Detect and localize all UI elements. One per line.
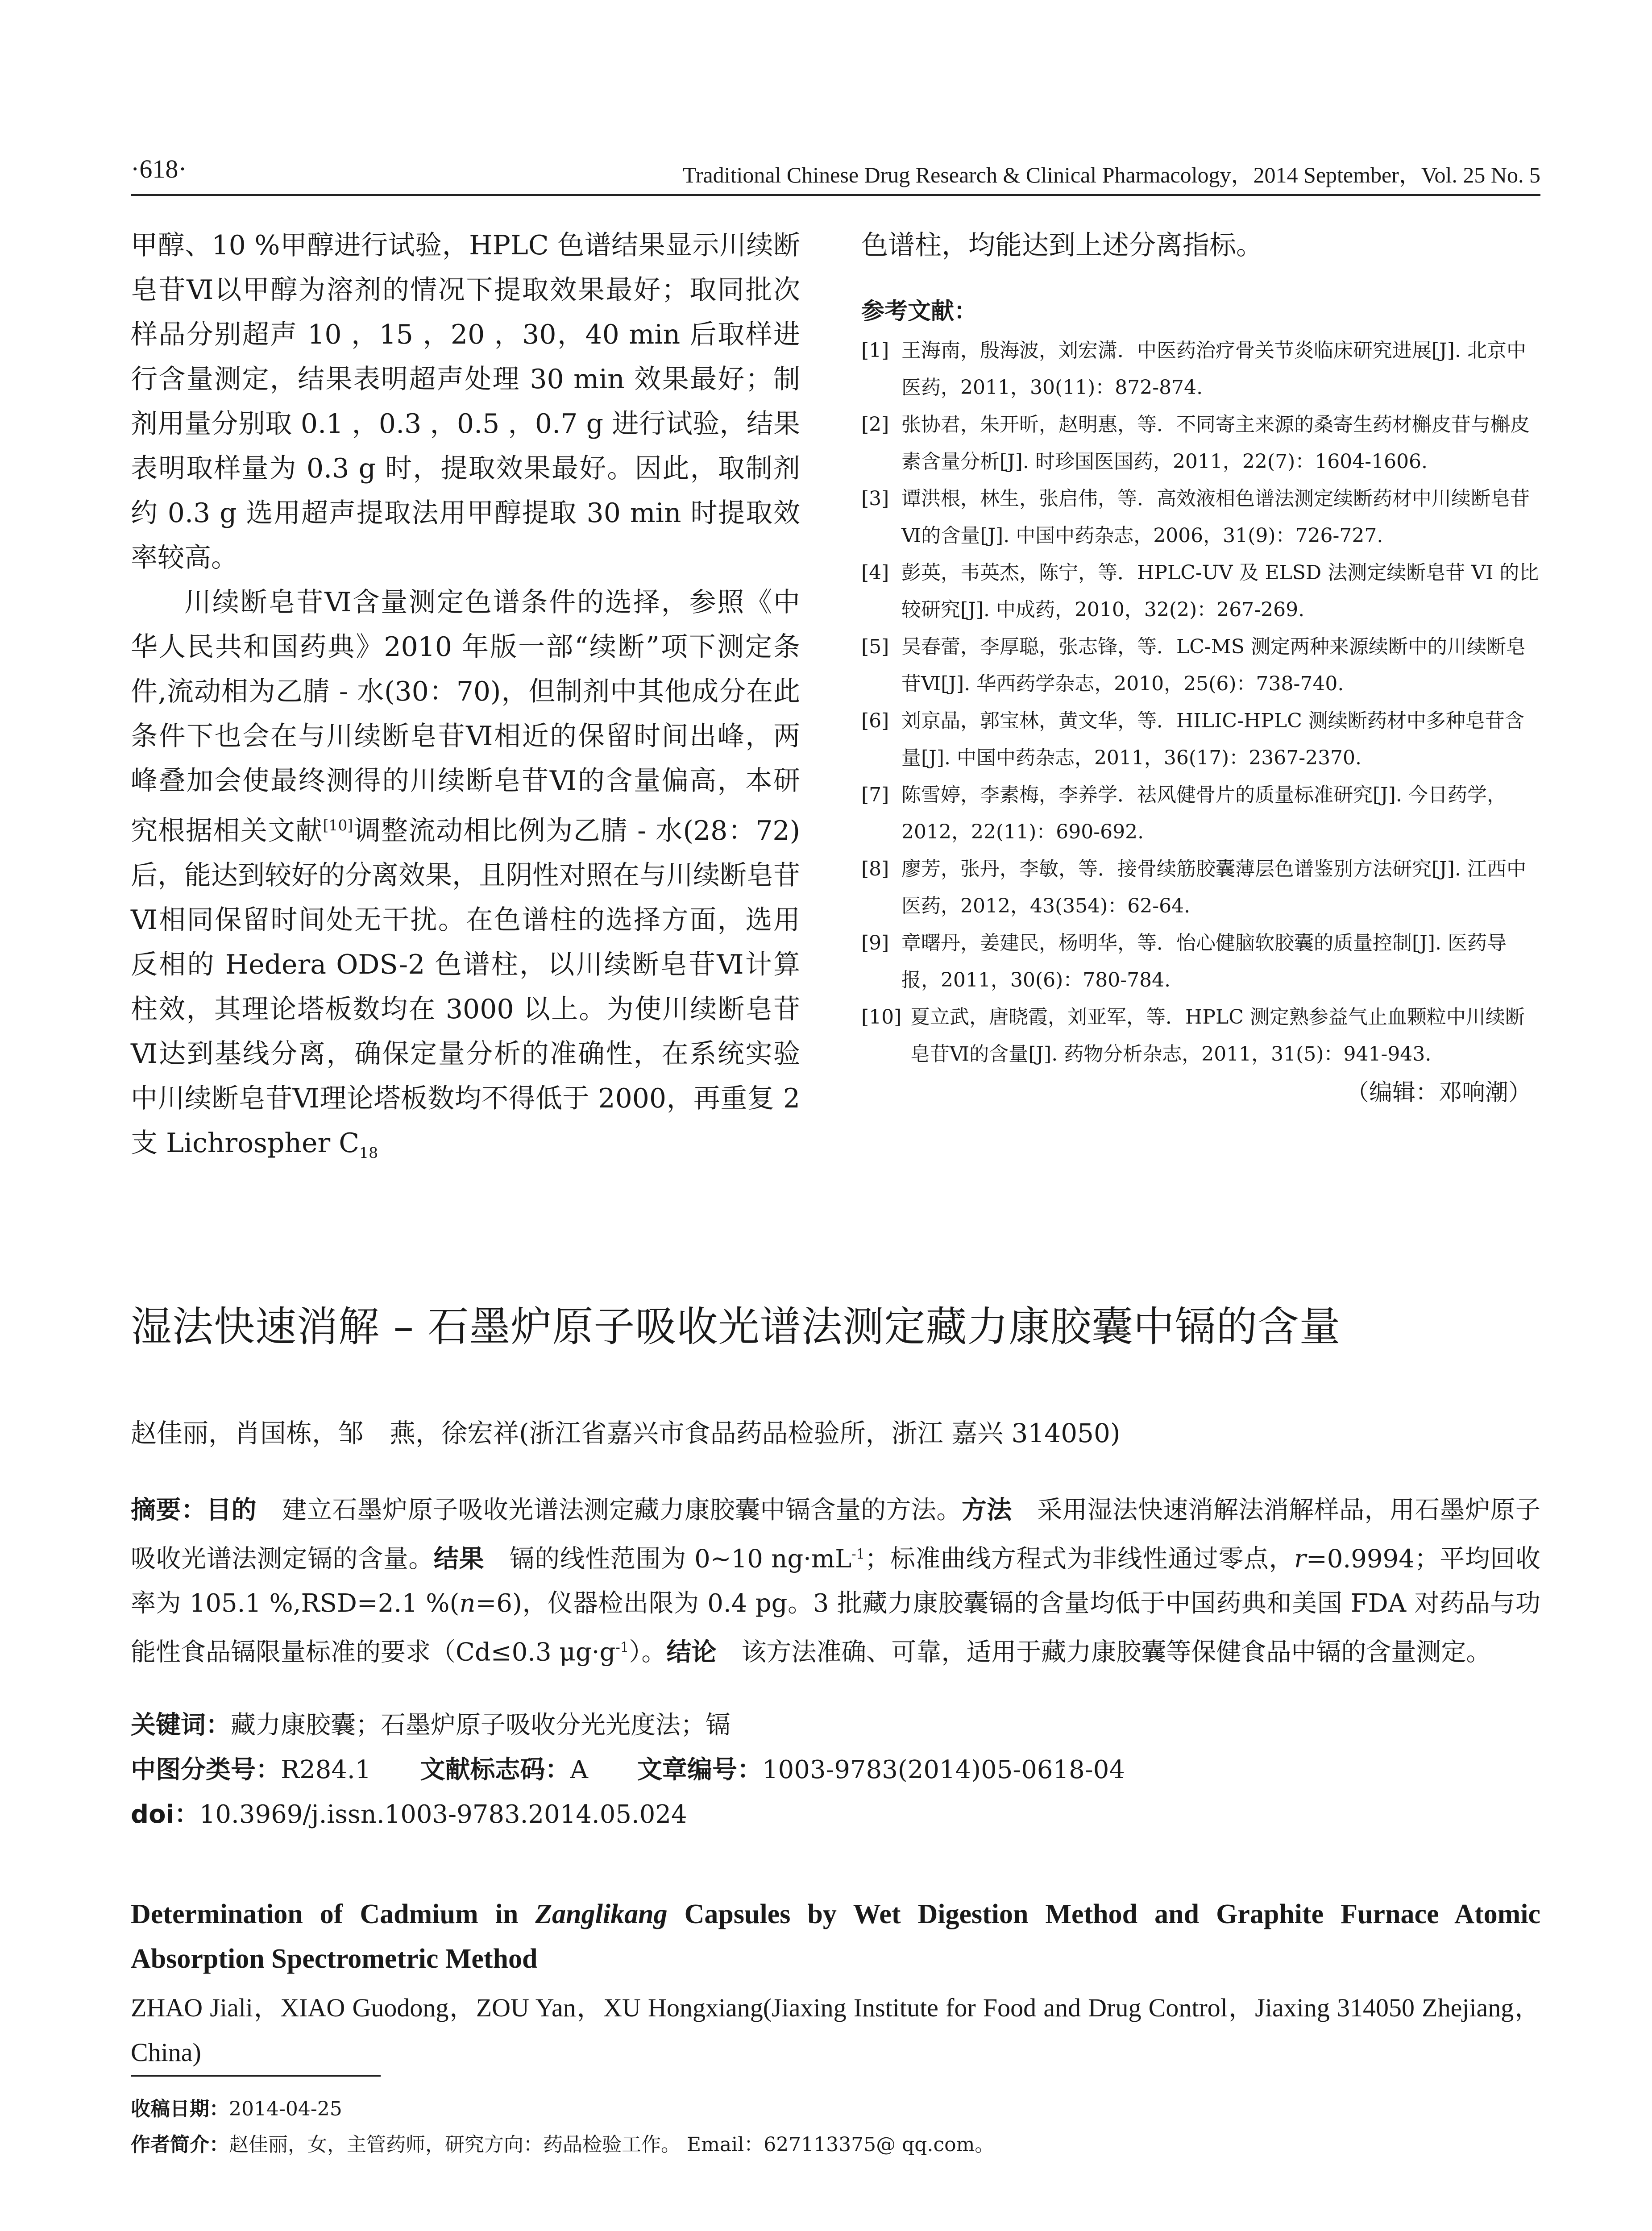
reference-item: [7] 陈雪婷，李素梅，李养学．祛风健骨片的质量标准研究[J]. 今日药学，2012，22(11)：690-692. [861,784,1507,843]
reference-item: [4] 彭英，韦英杰，陈宁，等．HPLC-UV 及 ELSD 法测定续断皂苷 VI 的比较研究[J]. 中成药，2010，32(2)：267-269. [861,561,1539,621]
doi: 10.3969/j.issn.1003-9783.2014.05.024 [199,1800,687,1829]
editor-note: （编辑：邓响潮） [1345,1079,1532,1106]
article-title-cn: 湿法快速消解 – 石墨炉原子吸收光谱法测定藏力康胶囊中镉的含量 [131,1303,1341,1351]
right-column [861,223,1540,1113]
result-label: 结果 [433,1544,485,1574]
authors-en: ZHAO Jiali，XIAO Guodong，ZOU Yan，XU Hongxiang(Jiaxing Institute for Food and Drug Control，Jiaxing 314050 Zhejiang，China) [131,1993,1540,2067]
left-paragraph-1: 甲醇、10 %甲醇进行试验，HPLC 色谱结果显示川续断皂苷Ⅵ以甲醇为溶剂的情况下提取效果最好；取同批次样品分别超声 10 ，15 ，20 ，30，40 min 后取样进行含量测定，结果表明超声处理 30 min 效果最好；制剂用量分别取 0.1 ，0.3 ，0.5 ，0.7 g 进行试验，结果表明取样量为 0.3 g 时，提取效果最好。因此，取制剂约 0.3 g 选用超声提取法用甲醇提取 30 min 时提取效率较高。 [131,230,800,573]
authors-cn: 赵佳丽，肖国栋，邹 燕，徐宏祥(浙江省嘉兴市食品药品检验所，浙江 嘉兴 314050) [131,1418,1121,1448]
conclusion-label: 结论 [666,1638,717,1667]
purpose-label: 目的 [206,1496,257,1525]
reference-item: [5] 吴春蕾，李厚聪，张志锋，等．LC-MS 测定两种来源续断中的川续断皂苷Ⅵ[J]. 华西药学杂志，2010，25(6)：738-740. [861,635,1526,695]
reference-item: [2] 张协君，朱开昕，赵明惠，等．不同寄主来源的桑寄生药材槲皮苷与槲皮素含量分析[J]. 时珍国医国药，2011，22(7)：1604-1606. [861,413,1530,473]
reference-item: [10] 夏立武，唐晓霞，刘亚军，等．HPLC 测定熟参益气止血颗粒中川续断皂苷Ⅵ的含量[J]. 药物分析杂志，2011，31(5)：941-943. [861,1006,1525,1066]
reference-item: [9] 章曙丹，姜建民，杨明华，等．怡心健脑软胶囊的质量控制[J]. 医药导报，2011，30(6)：780-784. [861,932,1507,991]
reference-item: [8] 廖芳，张丹，李敏，等．接骨续筋胶囊薄层色谱鉴别方法研究[J]. 江西中医药，2012，43(354)：62-64. [861,858,1526,917]
references-heading: 参考文献： [861,298,978,325]
keywords-line: 关键词：藏力康胶囊；石墨炉原子吸收分光光度法；镉 [131,1711,731,1740]
left-paragraph-2: 川续断皂苷Ⅵ含量测定色谱条件的选择，参照《中华人民共和国药典》2010 年版一部“续断”项下测定条件,流动相为乙腈 - 水(30：70)，但制剂中其他成分在此条件下也会在与川续断皂苷Ⅵ相近的保留时间出峰，两峰叠加会使最终测得的川续断皂苷Ⅵ的含量偏高，本研究根据相关文献[10]调整流动相比例为乙腈 - 水(28：72)后，能达到较好的分离效果，且阴性对照在与川续断皂苷Ⅵ相同保留时间处无干扰。在色谱柱的选择方面，选用反相的 Hedera ODS-2 色谱柱，以川续断皂苷Ⅵ计算柱效，其理论塔板数均在 3000 以上。为使川续断皂苷Ⅵ达到基线分离，确保定量分析的准确性，在系统实验中川续断皂苷Ⅵ理论塔板数均不得低于 2000，再重复 2 支 Lichrospher $C_{18}$ [131,587,801,1161]
journal-running-header: Traditional Chinese Drug Research & Clinical Pharmacology，2014 September，Vol. 25 No. 5 [683,162,1540,187]
method-label: 方法 [961,1496,1012,1525]
left-column [131,223,800,1175]
reference-item: [6] 刘京晶，郭宝林，黄文华，等．HILIC-HPLC 测续断药材中多种皂苷含量[J]. 中国中药杂志，2011，36(17)：2367-2370. [861,709,1524,769]
abstract: 摘要：目的 建立石墨炉原子吸收光谱法测定藏力康胶囊中镉含量的方法。方法 采用湿法快速消解法消解样品，用石墨炉原子吸收光谱法测定镉的含量。结果 镉的线性范围为 0~10 $ng\cdot mL^{-1}$；标准曲线方程式为非线性通过零点，r=0.9994；平均回收率为 105.1 %,RSD=2.1 %(n=6)，仪器检出限为 0.4 pg。3 批藏力康胶囊镉的含量均低于中国药典和美国 FDA 对药品与功能性食品镉限量标准的要求（Cd≤0.3 $\mu g\cdot g^{-1}$）。结论 该方法准确、可靠，适用于藏力康胶囊等保健食品中镉的含量测定。 [131,1496,1541,1667]
right-continuation: 色谱柱，均能达到上述分离指标。 [861,230,1263,261]
author-bio: 作者简介：赵佳丽，女，主管药师，研究方向：药品检验工作。 Email：627113375@ qq.com。 [131,2133,995,2156]
reference-item: [1] 王海南，殷海波，刘宏潇．中医药治疗骨关节炎临床研究进展[J]. 北京中医药，2011，30(11)：872-874. [861,339,1526,399]
keywords: 藏力康胶囊；石墨炉原子吸收分光光度法；镉 [231,1711,731,1740]
reference-item: [3] 谭洪根，林生，张启伟，等．高效液相色谱法测定续断药材中川续断皂苷Ⅵ的含量[J]. 中国中药杂志，2006，31(9)：726-727. [861,487,1530,547]
citation-10: [10] [323,817,353,834]
reference-list [861,332,1540,1073]
header-rule [131,194,1540,196]
classification-line: 中图分类号：R284.1 文献标志码：A 文章编号：1003-9783(2014)05-0618-04 [131,1755,1125,1784]
footnote-rule [131,2075,381,2077]
article-title-en: Determination of Cadmium in Zanglikang Capsules by Wet Digestion Method and Graphite Furnace Atomic Absorption Spectrometric Method [131,1899,1540,1974]
received-date: 收稿日期：2014-04-25 [131,2098,342,2120]
doi-line: doi：10.3969/j.issn.1003-9783.2014.05.024 [131,1800,687,1829]
page-number: ·618· [131,154,187,183]
abstract-label: 摘要： [131,1496,207,1525]
